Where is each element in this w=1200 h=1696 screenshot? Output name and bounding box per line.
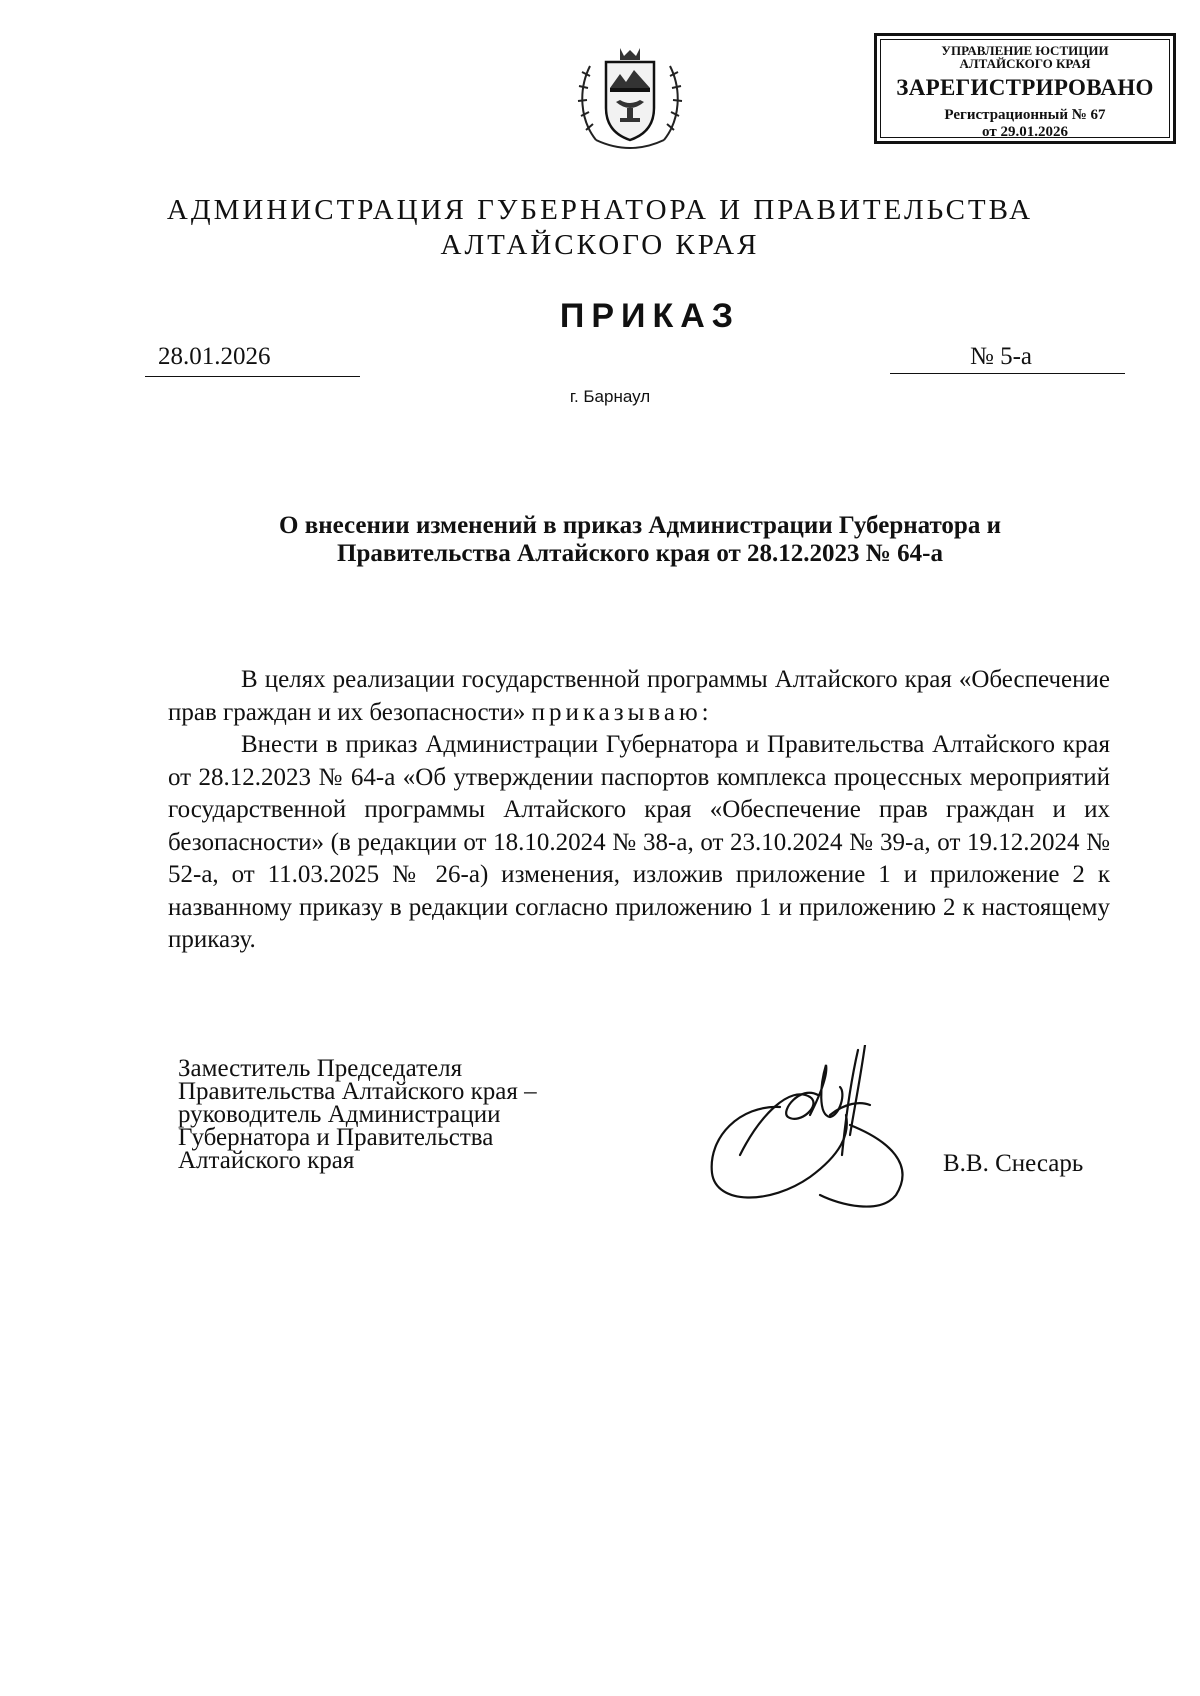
signer-position-line: Алтайского края bbox=[178, 1147, 355, 1174]
document-date: 28.01.2026 bbox=[158, 343, 271, 370]
stamp-org bbox=[881, 44, 1169, 70]
issuing-authority-line1: АДМИНИСТРАЦИЯ ГУБЕРНАТОРА И ПРАВИТЕЛЬСТВА bbox=[166, 194, 1034, 226]
body-paragraph-1-text: В целях реализации государственной программы Алтайского края «Обеспечение прав граждан и их безопасности» bbox=[168, 666, 1110, 726]
coat-of-arms-icon bbox=[576, 40, 684, 155]
issuing-authority-line2: АЛТАЙСКОГО КРАЯ bbox=[440, 229, 760, 261]
stamp-reg-number: Регистрационный № 67 bbox=[944, 107, 1106, 123]
signer-position-line: Губернатора и Правительства bbox=[178, 1124, 494, 1151]
signer-position-line: Правительства Алтайского края – bbox=[178, 1078, 537, 1105]
issuing-authority bbox=[140, 193, 1060, 263]
stamp-org-line1: УПРАВЛЕНИЕ ЮСТИЦИИ bbox=[941, 43, 1109, 58]
document-subject bbox=[180, 512, 1100, 568]
document-type: ПРИКАЗ bbox=[559, 297, 741, 335]
subject-line2: Правительства Алтайского края от 28.12.2023 № 64-а bbox=[337, 540, 943, 567]
signer-position-line: Заместитель Председателя bbox=[178, 1055, 463, 1082]
stamp-org-line2: АЛТАЙСКОГО КРАЯ bbox=[959, 56, 1091, 71]
registration-stamp bbox=[874, 33, 1176, 144]
body-paragraph-2: Внести в приказ Администрации Губернатора и Правительства Алтайского края от 28.12.2023 № 64-а «Об утверждении паспортов комплекса процессных мероприятий государственной программы Алтайского края «Обеспечение прав граждан и их безопасности» (в редакции от 18.10.2024 № 38-а, от 23.10.2024 № 39-а, от 19.12.2024 № 52-а, от 11.03.2025 № 26-а) изменения, изложив приложение 1 и приложение 2 к названному приказу в редакции согласно приложению 1 и приложению 2 к настоящему приказу. bbox=[168, 731, 1110, 953]
number-underline bbox=[890, 373, 1125, 374]
body-paragraph-1 bbox=[168, 664, 1110, 729]
document-body bbox=[168, 664, 1110, 957]
signer-position bbox=[178, 1057, 618, 1172]
subject-line1: О внесении изменений в приказ Администрации Губернатора и bbox=[279, 512, 1001, 539]
handwritten-signature bbox=[700, 1045, 930, 1210]
document-number: № 5-а bbox=[970, 343, 1033, 370]
document-city: г. Барнаул bbox=[569, 387, 651, 406]
stamp-reg-date: от 29.01.2026 bbox=[982, 124, 1068, 140]
date-underline bbox=[145, 376, 360, 377]
stamp-status: ЗАРЕГИСТРИРОВАНО bbox=[896, 75, 1154, 100]
order-keyword: приказываю: bbox=[531, 698, 713, 726]
signer-name: В.В. Снесарь bbox=[943, 1150, 1084, 1177]
signer-position-line: руководитель Администрации bbox=[178, 1101, 501, 1128]
